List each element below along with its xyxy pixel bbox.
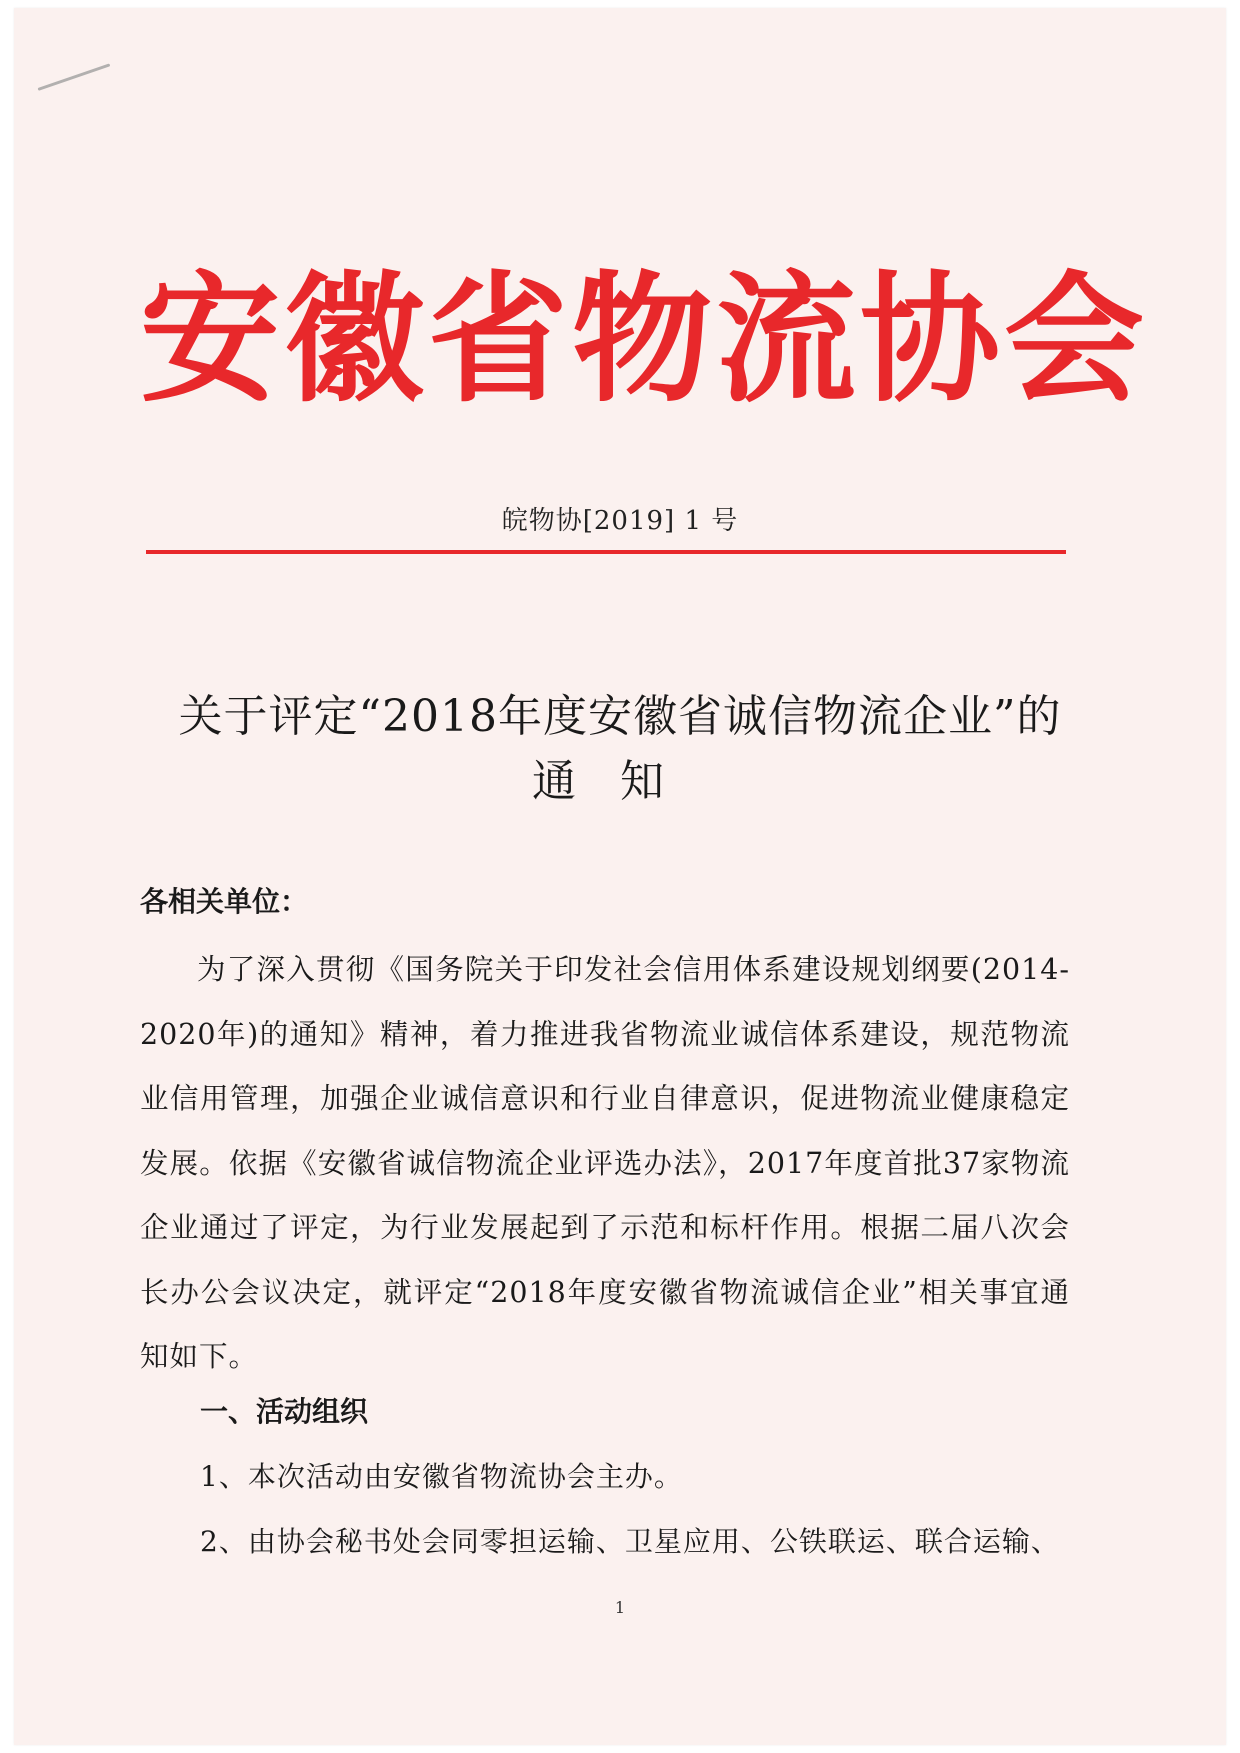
list-item: 2、由协会秘书处会同零担运输、卫星应用、公铁联运、联合运输、 — [200, 1525, 1060, 1558]
salutation: 各相关单位： — [140, 885, 309, 918]
document-number: 皖物协[2019] 1 号 — [501, 506, 739, 536]
section-heading: 一、活动组织 — [200, 1395, 369, 1428]
list-item: 1、本次活动由安徽省物流协会主办。 — [200, 1460, 683, 1493]
letterhead-divider — [146, 550, 1066, 554]
page-number: 1 — [614, 1598, 626, 1617]
notice-title-line1: 关于评定“2018年度安徽省诚信物流企业”的 — [178, 691, 1062, 742]
notice-title-line2: 通知 — [532, 756, 708, 807]
organization-letterhead: 安徽省物流协会 — [140, 258, 1149, 422]
body-paragraph: 为了深入贯彻《国务院关于印发社会信用体系建设规划纲要(2014-2020年)的通知》精神，着力推进我省物流业诚信体系建设，规范物流业信用管理，加强企业诚信意识和行业自律意识，促进物流业健康稳定发展。依据《安徽省诚信物流企业评选办法》，2017年度首批37家物流企业通过了评定，为行业发展起到了示范和标杆作用。根据二届八次会长办公会议决定，就评定“2018年度安徽省物流诚信企业”相关事宜通知如下。 — [140, 953, 1070, 1373]
